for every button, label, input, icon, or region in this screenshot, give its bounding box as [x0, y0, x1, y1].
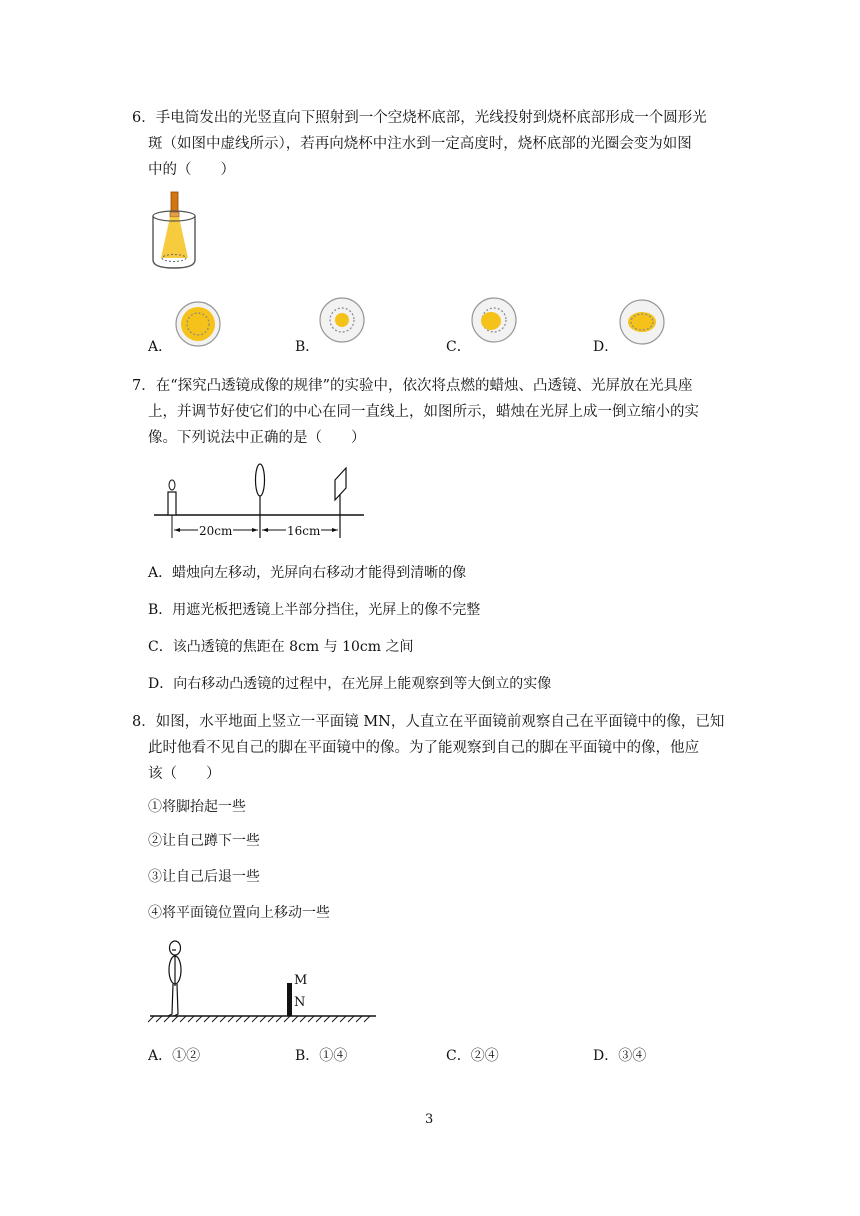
q8-statement-3: ③让自己后退一些	[148, 869, 260, 885]
q6-line-1: 6．手电筒发出的光竖直向下照射到一个空烧杯底部，光线投射到烧杯底部形成一个圆形光	[132, 110, 707, 126]
q8-line-1: 8．如图，水平地面上竖立一平面镜 MN，人直立在平面镜前观察自己在平面镜中的像，已知	[132, 714, 725, 730]
beaker-flashlight-figure	[148, 188, 204, 272]
q8-option-a: A．①②	[148, 1048, 201, 1064]
q8-statement-2: ②让自己蹲下一些	[148, 833, 260, 849]
person-icon	[168, 941, 181, 1016]
q6-option-b-figure	[318, 296, 368, 346]
mirror-person-figure	[146, 934, 380, 1030]
q6-option-a-label: A．	[148, 339, 173, 355]
q6-line-3: 中的（ ）	[148, 162, 235, 178]
candle-icon	[168, 492, 176, 515]
q7-option-d: D．向右移动凸透镜的过程中，在光屏上能观察到等大倒立的实像	[148, 676, 552, 692]
q8-statement-4: ④将平面镜位置向上移动一些	[148, 905, 330, 921]
q8-option-b: B．①④	[295, 1048, 348, 1064]
q7-option-a: A．蜡烛向左移动，光屏向右移动才能得到清晰的像	[148, 565, 467, 581]
q7-line-2: 上，并调节好使它们的中心在同一直线上，如图所示，蜡烛在光屏上成一倒立缩小的实	[148, 404, 699, 420]
q6-option-c-figure	[470, 296, 520, 346]
page-number: 3	[425, 1112, 434, 1127]
q7-option-b: B．用遮光板把透镜上半部分挡住，光屏上的像不完整	[148, 602, 481, 618]
q6-option-a-figure	[174, 300, 224, 350]
distance-label-16: 16cm	[287, 524, 321, 538]
optical-bench-figure	[150, 458, 370, 548]
mirror-label-m: M	[294, 973, 308, 988]
q6-option-d-figure	[617, 298, 669, 348]
q8-statement-1: ①将脚抬起一些	[148, 799, 246, 815]
q8-line-3: 该（ ）	[148, 766, 221, 782]
q6-option-b-label: B．	[295, 339, 320, 355]
q7-option-c: C．该凸透镜的焦距在 8cm 与 10cm 之间	[148, 639, 414, 655]
mirror-icon	[287, 983, 292, 1016]
q6-line-2: 斑（如图中虚线所示），若再向烧杯中注水到一定高度时，烧杯底部的光圈会变为如图	[148, 136, 692, 152]
q8-option-d: D．③④	[593, 1048, 647, 1064]
q7-line-1: 7．在“探究凸透镜成像的规律”的实验中，依次将点燃的蜡烛、凸透镜、光屏放在光具座	[132, 378, 693, 394]
q6-option-c-label: C．	[446, 339, 471, 355]
distance-label-20: 20cm	[199, 524, 233, 538]
mirror-label-n: N	[294, 995, 306, 1010]
q8-line-2: 此时他看不见自己的脚在平面镜中的像。为了能观察到自己的脚在平面镜中的像，他应	[148, 740, 699, 756]
lens-icon	[256, 464, 265, 496]
q8-option-c: C．②④	[446, 1048, 499, 1064]
q6-option-d-label: D．	[593, 339, 619, 355]
q7-line-3: 像。下列说法中正确的是（ ）	[148, 430, 366, 446]
flame-icon	[169, 480, 175, 490]
